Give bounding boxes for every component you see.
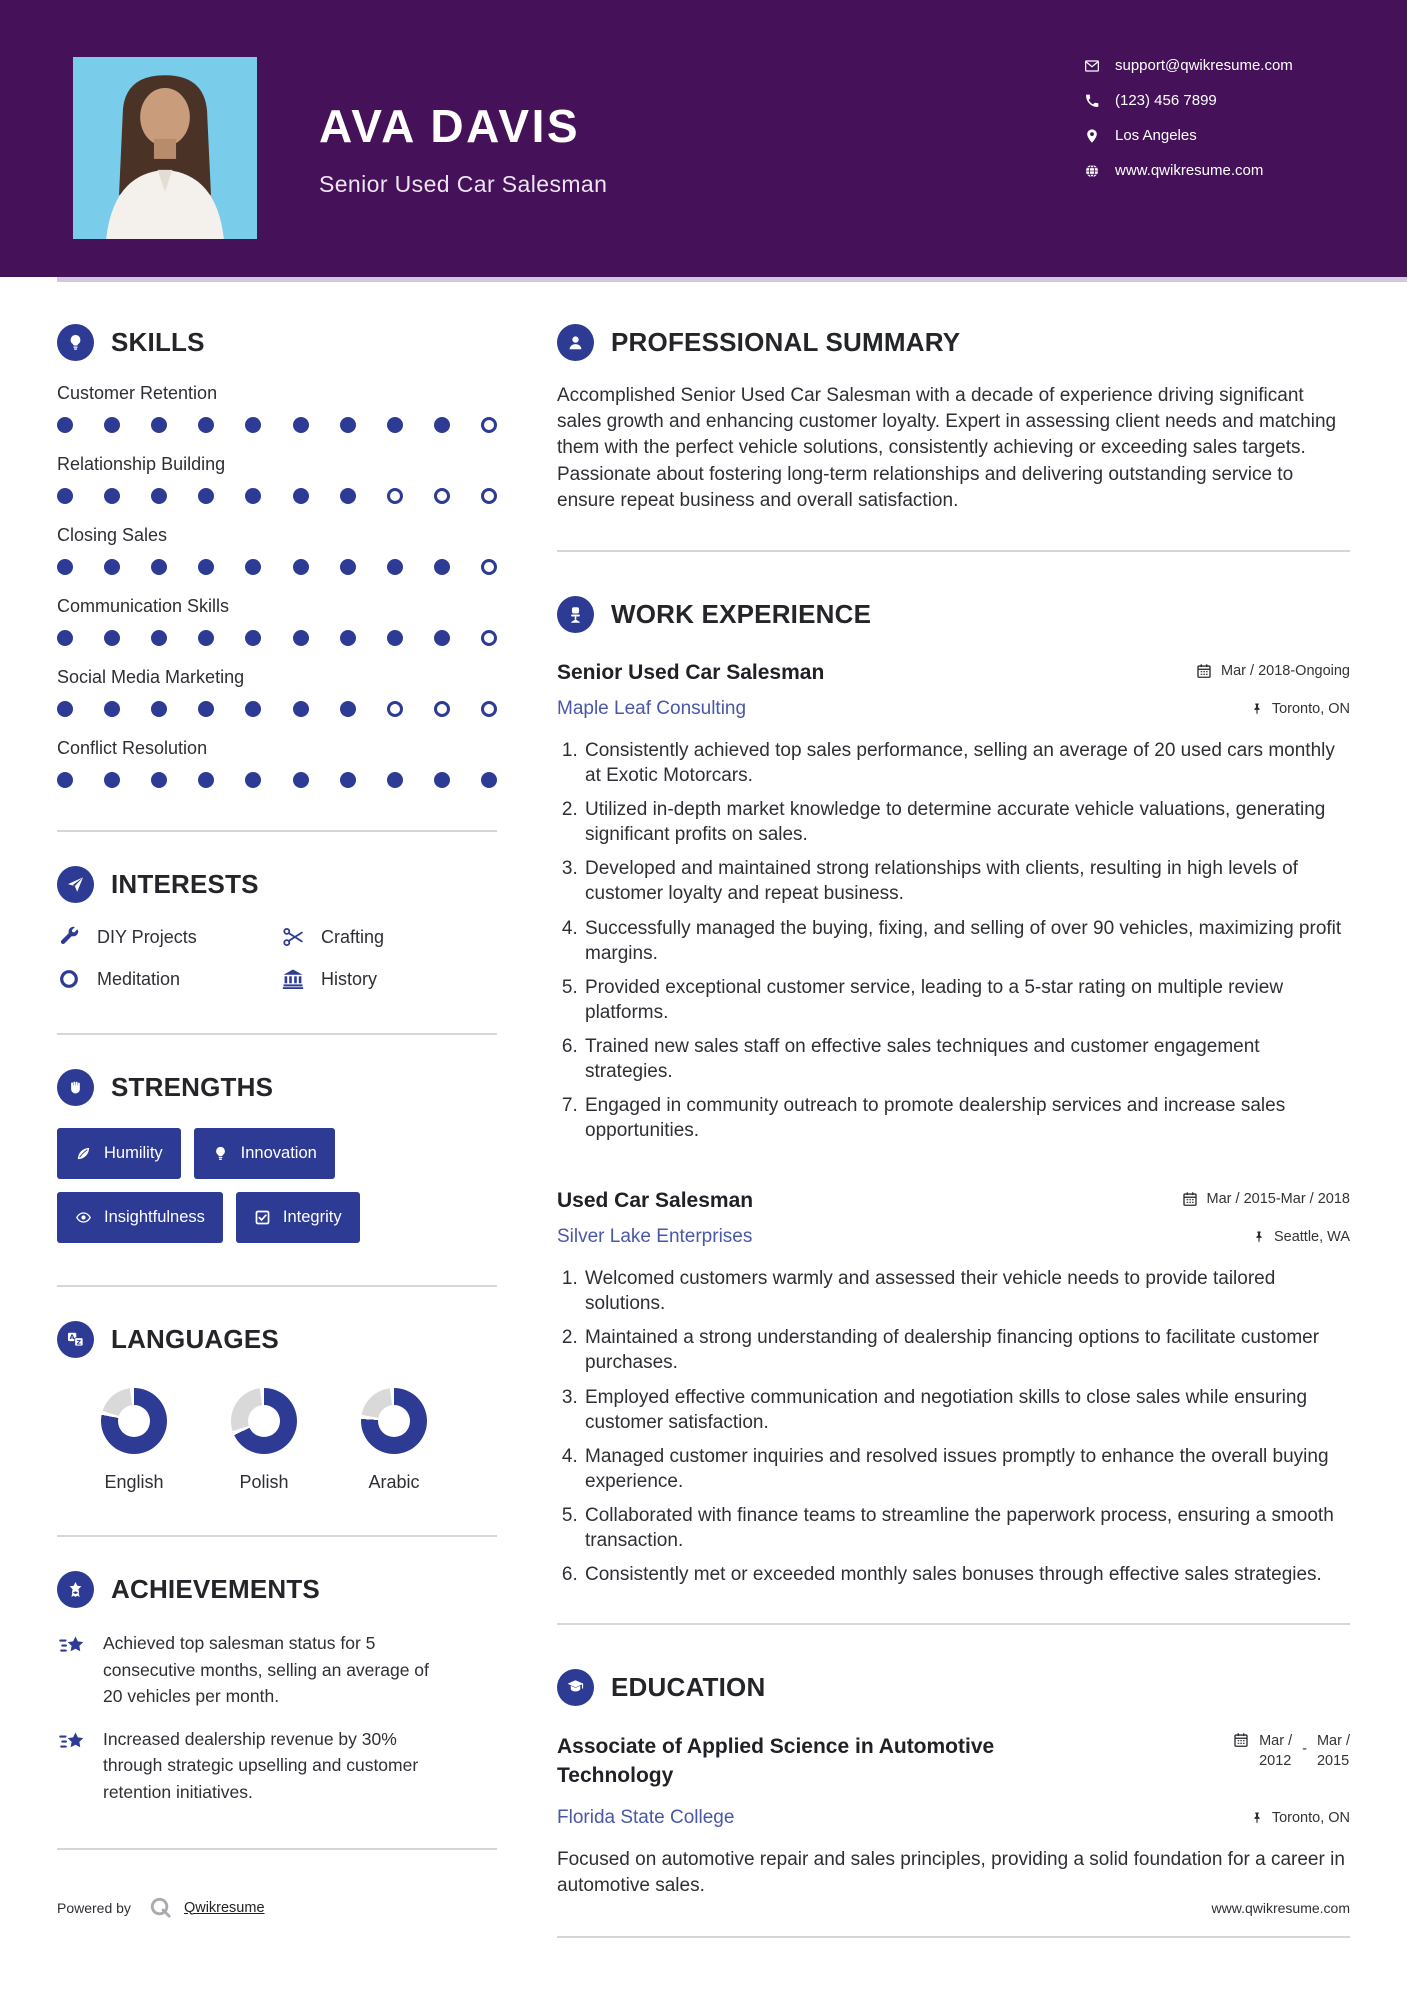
strength-badge [194,1128,335,1179]
check-square-icon [254,1209,271,1226]
skill-item [57,454,497,504]
skill-dot [481,630,497,646]
skill-dot [434,630,450,646]
job-bullet: 2. Maintained a strong understanding of dealership financing options to facilitate customer purchases. [583,1325,1350,1375]
education-head [557,1732,1350,1791]
skill-rating [57,772,497,788]
education-section [557,1625,1350,1938]
job-bullets [557,1266,1350,1587]
skill-label: Social Media Marketing [57,667,245,687]
circle-icon [57,967,81,991]
job-entry [557,661,1350,1143]
skill-dot [481,772,497,788]
date-separator: - [1302,1741,1307,1758]
main-column [557,324,1350,1938]
skill-dot [434,559,450,575]
interest-label: DIY Projects [97,926,197,947]
job-head [557,1189,1350,1213]
education-date-from: Mar / 2012 [1259,1733,1293,1769]
translate-icon [57,1321,94,1358]
skill-item [57,383,497,433]
svg-text:Z: Z [76,1339,82,1347]
job-bullets [557,738,1350,1143]
language-donut-chart [101,1388,167,1454]
job-bullet: 2. Utilized in-depth market knowledge to determine accurate vehicle valuations, generating significant profits on sales. [583,797,1350,847]
graduation-icon [557,1669,594,1706]
skill-rating [57,488,497,504]
skill-dot [104,630,120,646]
eye-icon [75,1209,92,1226]
strengths-header [57,1069,497,1106]
contact-text: Los Angeles [1115,127,1197,144]
jobs-list [557,661,1350,1587]
section-title: INTERESTS [111,869,259,899]
skill-dot [340,559,356,575]
skill-dot [245,417,261,433]
company-link[interactable]: Silver Lake Enterprises [557,1226,753,1248]
skill-dot [434,488,450,504]
interests-section [57,832,497,1035]
experience-section [557,552,1350,1625]
experience-header [557,596,1350,633]
job-bullet: 7. Engaged in community outreach to promote dealership services and increase sales opportunities. [583,1093,1350,1143]
job-bullet: 3. Developed and maintained strong relationships with clients, resulting in high levels of customer loyalty and repeat business. [583,856,1350,906]
skills-section [57,324,497,832]
skill-dot [198,488,214,504]
skill-dot [198,417,214,433]
job-bullet: 1. Consistently achieved top sales performance, selling an average of 20 used cars monthly at Exotic Motorcars. [583,738,1350,788]
location-icon [1084,128,1100,144]
job-head [557,661,1350,685]
skill-dot [293,559,309,575]
language-item [231,1388,297,1493]
content [0,282,1407,1938]
skill-dot [57,559,73,575]
location-text: Seattle, WA [1273,1229,1350,1246]
skill-rating [57,701,497,717]
header [0,0,1407,277]
languages-section [57,1287,497,1537]
skill-dot [198,630,214,646]
scissors-icon [281,925,305,949]
q-logo-icon [149,1896,172,1919]
job-bullet: 5. Provided exceptional customer service, leading to a 5-star rating on multiple review platforms. [583,975,1350,1025]
languages-row [57,1380,497,1493]
skill-dot [387,772,403,788]
skill-dot [245,772,261,788]
school-link[interactable]: Florida State College [557,1806,735,1828]
lightbulb-icon [212,1145,229,1162]
skill-dot [387,417,403,433]
education-location [1250,1810,1350,1826]
languages-header [57,1321,497,1358]
degree-title: Associate of Applied Science in Automotive Technology [557,1735,995,1788]
job-dates-text: Mar / 2018-Ongoing [1221,663,1350,680]
job-bullet: 1. Welcomed customers warmly and assessed their vehicle needs to provide tailored solutions. [583,1266,1350,1316]
section-title: STRENGTHS [111,1072,274,1102]
skill-label: Communication Skills [57,596,230,616]
strength-label: Innovation [240,1144,317,1162]
leaf-icon [75,1145,92,1162]
job-location [1252,1229,1350,1245]
strength-badges [57,1128,497,1243]
person-icon [557,324,594,361]
skill-dot [340,630,356,646]
section-title: SKILLS [111,327,205,357]
skill-dot [151,772,167,788]
skill-item [57,738,497,788]
shooting-star-icon [57,1728,87,1758]
skill-label: Conflict Resolution [57,738,208,758]
skill-dot [387,701,403,717]
interest-item [57,967,273,991]
pushpin-icon [1250,1811,1264,1825]
job-bullet: 3. Employed effective communication and negotiation skills to close sales while ensuring customer satisfaction. [583,1385,1350,1435]
interest-item [57,925,273,949]
name-block [319,57,607,277]
summary-text: Accomplished Senior Used Car Salesman with a decade of experience driving significant sales growth and enhancing customer loyalty. Expert in assessing client needs and matching them with the perfect vehicle solutions, consistently achieving or exceeding sales targets. Passionate about fostering long-term relationships and delivering outstanding service to ensure repeat business and overall satisfaction. [557,385,1337,511]
skill-dot [434,772,450,788]
skill-dot [57,772,73,788]
strength-label: Integrity [282,1208,342,1226]
contact-text: www.qwikresume.com [1115,162,1264,179]
skill-dot [57,488,73,504]
achievement-text: Increased dealership revenue by 30% through strategic upselling and customer retention initiatives. [103,1728,419,1802]
portrait-illustration [73,57,257,239]
job-title: Senior Used Car Salesman [557,661,825,685]
calendar-icon [1182,1191,1198,1207]
interest-item [281,967,497,991]
skill-dot [293,772,309,788]
interest-item [281,925,497,949]
powered-by-label: Powered by [57,1899,131,1916]
language-donut-chart [361,1388,427,1454]
wrench-icon [57,925,81,949]
summary-header [557,324,1350,361]
job-entry [557,1189,1350,1587]
language-label: English [104,1472,164,1492]
medal-star-icon [57,1571,94,1608]
svg-text:A: A [69,1334,75,1342]
museum-icon [281,967,305,991]
skill-rating [57,559,497,575]
skill-dot [293,630,309,646]
calendar-icon [1196,663,1212,679]
achievements-section [57,1537,497,1850]
skill-dot [387,630,403,646]
job-bullet: 4. Successfully managed the buying, fixing, and selling of over 90 vehicles, maximizing profit margins. [583,916,1350,966]
section-title: ACHIEVEMENTS [111,1574,320,1604]
skill-dot [198,772,214,788]
skill-dot [151,417,167,433]
shooting-star-icon [57,1632,87,1662]
job-bullet: 6. Trained new sales staff on effective sales techniques and customer engagement strategies. [583,1034,1350,1084]
skill-dot [245,559,261,575]
phone-icon [1084,93,1100,109]
skill-dot [245,488,261,504]
job-title: Used Car Salesman [557,1189,754,1213]
skill-item [57,596,497,646]
job-dates-text: Mar / 2015-Mar / 2018 [1206,1191,1350,1208]
section-title: EDUCATION [611,1672,766,1703]
skill-dot [481,559,497,575]
contact-list [1084,57,1350,277]
job-dates [1196,663,1350,679]
skill-dot [198,701,214,717]
education-header [557,1669,1350,1706]
education-subhead [557,1807,1350,1829]
skill-item [57,525,497,575]
skill-dot [57,417,73,433]
language-donut-chart [231,1388,297,1454]
location-text: Toronto, ON [1271,701,1350,718]
interest-label: Meditation [97,968,181,989]
job-bullet: 6. Consistently met or exceeded monthly sales bonuses through effective sales strategies. [583,1562,1350,1587]
skill-dot [151,701,167,717]
achievement-item [57,1726,497,1806]
skill-dot [481,417,497,433]
strengths-section [57,1035,497,1287]
skill-dot [245,630,261,646]
skill-dot [293,701,309,717]
globe-icon [1084,163,1100,179]
job-bullet: 5. Collaborated with finance teams to streamline the paperwork process, ensuring a smooth transaction. [583,1503,1350,1553]
achievement-text: Achieved top salesman status for 5 consecutive months, selling an average of 20 vehicles per month. [103,1633,429,1707]
job-subhead [557,1226,1350,1248]
person-name: AVA DAVIS [319,100,581,152]
language-label: Polish [239,1472,289,1492]
footer [57,1896,1350,1919]
location-text: Toronto, ON [1271,1809,1350,1826]
contact-row[interactable] [1084,57,1350,74]
calendar-icon [1233,1732,1249,1748]
contact-text: (123) 456 7899 [1115,92,1217,109]
skill-dot [481,488,497,504]
strength-badge [236,1192,360,1243]
skill-dot [104,417,120,433]
achievements-header [57,1571,497,1608]
skill-label: Customer Retention [57,383,218,403]
skill-dot [104,559,120,575]
strength-label: Insightfulness [104,1208,205,1226]
skills-header [57,324,497,361]
skill-dot [340,417,356,433]
company-link[interactable]: Maple Leaf Consulting [557,698,747,720]
skill-dot [340,772,356,788]
contact-row[interactable] [1084,127,1350,144]
skill-dot [57,630,73,646]
job-subhead [557,698,1350,720]
paper-plane-icon [57,866,94,903]
person-title: Senior Used Car Salesman [319,171,608,197]
footer-website-link[interactable]: www.qwikresume.com [1211,1899,1350,1916]
skill-rating [57,417,497,433]
skill-dot [57,701,73,717]
skill-label: Relationship Building [57,454,226,474]
pushpin-icon [1252,1230,1266,1244]
skill-dot [434,701,450,717]
strength-label: Humility [104,1144,163,1162]
email-icon [1084,58,1100,74]
contact-text: support@qwikresume.com [1115,57,1293,74]
skill-dot [387,488,403,504]
education-description: Focused on automotive repair and sales principles, providing a solid foundation for a career in automotive sales. [557,1848,1345,1897]
sidebar-column [57,324,497,1938]
education-dates [1233,1732,1350,1771]
interest-label: History [321,968,378,989]
language-label: Arabic [368,1472,420,1492]
skill-dot [481,701,497,717]
brand-link[interactable]: Qwikresume [183,1899,265,1916]
office-chair-icon [557,596,594,633]
skill-dot [198,559,214,575]
skill-dot [104,488,120,504]
interest-label: Crafting [321,926,385,947]
skill-dot [293,417,309,433]
section-title: WORK EXPERIENCE [611,599,872,630]
skill-dot [104,772,120,788]
skill-dot [434,417,450,433]
language-item [101,1388,167,1493]
job-dates [1182,1191,1350,1207]
section-title: LANGUAGES [111,1324,279,1354]
skill-dot [340,701,356,717]
skill-dot [340,488,356,504]
skill-dot [151,559,167,575]
job-bullet: 4. Managed customer inquiries and resolved issues promptly to enhance the overall buying experience. [583,1444,1350,1494]
contact-row[interactable] [1084,162,1350,179]
skill-dot [293,488,309,504]
profile-photo [73,57,257,239]
powered-by [57,1896,265,1919]
education-date-to: Mar / 2015 [1316,1733,1350,1769]
skills-list [57,383,497,788]
interests-header [57,866,497,903]
skill-dot [151,488,167,504]
summary-section [557,324,1350,552]
skill-item [57,667,497,717]
skill-rating [57,630,497,646]
contact-row[interactable] [1084,92,1350,109]
skill-dot [245,701,261,717]
language-item [361,1388,427,1493]
skill-dot [387,559,403,575]
achievements-list [57,1630,497,1806]
job-location [1250,701,1350,717]
achievement-item [57,1630,497,1710]
interests-grid [57,925,497,991]
strength-badge [57,1192,223,1243]
skill-dot [104,701,120,717]
skill-label: Closing Sales [57,525,168,545]
section-title: PROFESSIONAL SUMMARY [611,327,961,357]
skill-dot [151,630,167,646]
lightbulb-icon [57,324,94,361]
fist-icon [57,1069,94,1106]
pushpin-icon [1250,702,1264,716]
strength-badge [57,1128,181,1179]
